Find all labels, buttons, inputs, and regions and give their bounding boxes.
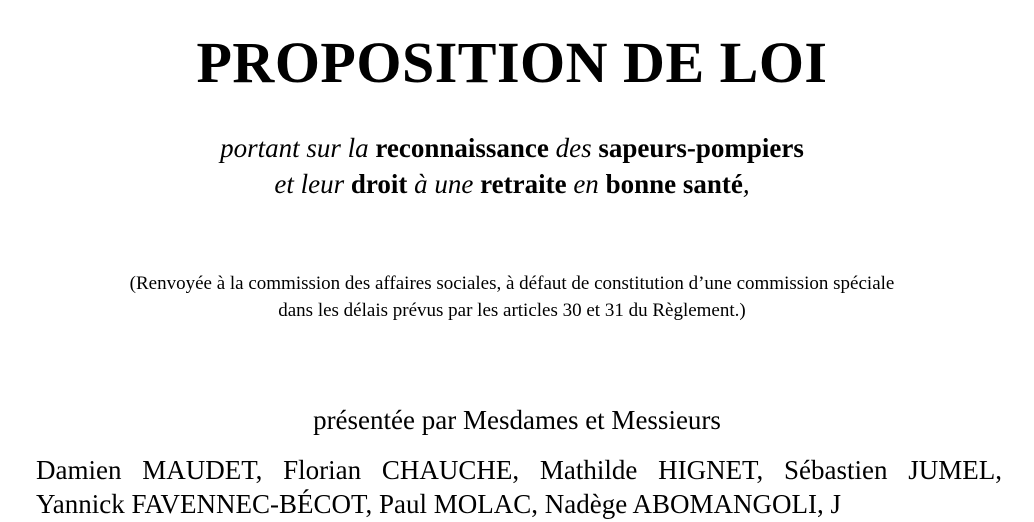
subtitle-fragment: à une [407, 169, 481, 199]
referral-line-2: dans les délais prévus par les articles 30 et 31 du Règlement.) [278, 300, 746, 321]
subtitle-fragment: portant sur la [220, 133, 376, 163]
subtitle-line-1 [0, 130, 1024, 166]
authors-line-1: Damien MAUDET, Florian CHAUCHE, Mathilde HIGNET, Sébastien JUMEL, [36, 455, 1002, 485]
authors-line-2: Yannick FAVENNEC-BÉCOT, Paul MOLAC, Nadège ABOMANGOLI, J [36, 489, 841, 519]
subtitle-fragment: retraite [480, 169, 567, 199]
subtitle-fragment: des [548, 133, 599, 163]
subtitle-fragment: et leur [274, 169, 351, 199]
subtitle-fragment: droit [350, 169, 408, 199]
document-subtitle [0, 130, 1024, 202]
subtitle-line-2 [0, 166, 1024, 202]
subtitle-fragment: , [742, 169, 750, 199]
subtitle-fragment: bonne santé [605, 169, 743, 199]
referral-note [0, 270, 1024, 324]
presented-by: présentée par Mesdames et Messieurs [313, 405, 721, 435]
subtitle-fragment: en [566, 169, 606, 199]
referral-line-1: (Renvoyée à la commission des affaires sociales, à défaut de constitution d’une commission spéciale [129, 273, 895, 294]
subtitle-fragment: sapeurs-pompiers [598, 133, 804, 163]
document-title: PROPOSITION DE LOI [196, 30, 828, 95]
subtitle-fragment: reconnaissance [375, 133, 549, 163]
